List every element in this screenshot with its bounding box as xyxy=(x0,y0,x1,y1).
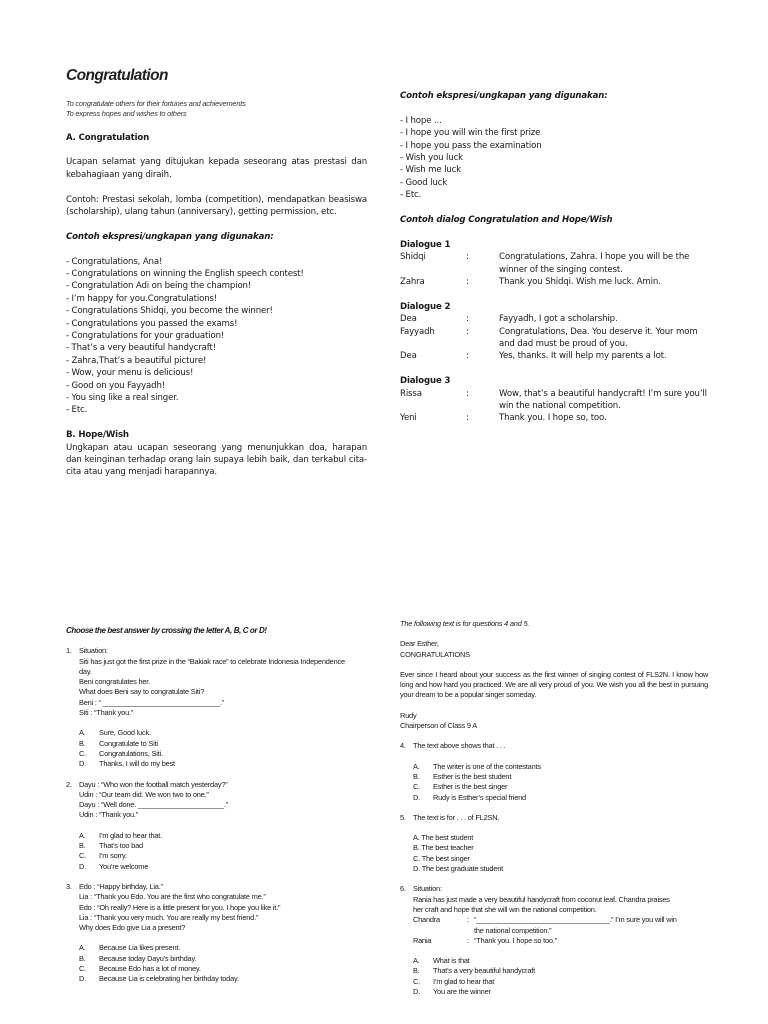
dialogue-line xyxy=(400,326,710,351)
dialogue-title: Dialogue 2 xyxy=(400,301,451,312)
letter-block xyxy=(400,639,708,731)
letter-sign-title: Chairperson of Class 9 A xyxy=(400,721,477,731)
option-text: I’m glad to hear that. xyxy=(99,830,162,840)
expression-heading: Contoh ekspresi/ungkapan yang digunakan: xyxy=(66,231,274,242)
list-item: - Congratulation Adi on being the champion! xyxy=(66,281,252,292)
option-text: What is that xyxy=(433,956,470,966)
dialogue-line xyxy=(400,388,710,413)
page2-right-column xyxy=(400,619,708,997)
dialogue-block xyxy=(400,239,710,289)
dialogue-title: Dialogue 1 xyxy=(400,239,451,250)
dialogue-line xyxy=(400,412,710,424)
answer-option[interactable] xyxy=(79,831,378,841)
question-line: Edo : “Oh really? Here is a little present for you. I hope you like it.” xyxy=(79,902,281,912)
answer-option[interactable] xyxy=(413,782,708,792)
question-line: her craft and hope that she will win the national competition. xyxy=(413,904,597,914)
dialogue-text: Thank you. I hope so, too. xyxy=(499,413,607,424)
answer-option[interactable] xyxy=(413,762,708,772)
answer-option[interactable] xyxy=(79,954,378,964)
list-item: - Congratulations on winning the English speech contest! xyxy=(66,269,304,279)
colon: : xyxy=(466,388,469,399)
speaker-name: Shidqi xyxy=(400,252,426,263)
option-text: The writer is one of the contestants xyxy=(433,761,541,771)
question-6 xyxy=(400,884,708,997)
colon: : xyxy=(466,351,469,362)
answer-option[interactable] xyxy=(79,739,378,749)
option-letter: B. xyxy=(79,953,86,963)
list-item: - Wish you luck xyxy=(400,153,463,164)
question-number: 6. xyxy=(400,884,406,894)
answer-option[interactable] xyxy=(79,974,378,984)
list-item: - Etc. xyxy=(400,190,422,201)
list-item: - Congratulations for your graduation! xyxy=(66,331,225,342)
expression-list xyxy=(66,256,367,417)
question-line: Udin : “Our team did. We won two to one.” xyxy=(79,789,209,799)
option-text: Thanks, I will do my best xyxy=(99,759,175,769)
option-letter: A. xyxy=(79,728,86,738)
question-1 xyxy=(66,646,378,769)
option-letter: A. xyxy=(413,956,420,966)
dialogue-text: the national competition.” xyxy=(474,925,552,935)
option-letter: D. xyxy=(79,759,86,769)
option-text: That’s a very beautiful handycraft xyxy=(433,966,535,976)
list-item: - I’m happy for you.Congratulations! xyxy=(66,293,218,304)
option-letter: B. xyxy=(79,841,86,851)
dialogue-line xyxy=(413,915,708,925)
dialogue-block xyxy=(400,375,710,425)
dialogue-line xyxy=(400,313,710,325)
option-text: That’s too bad xyxy=(99,841,143,851)
option-text: Esther is the best student xyxy=(433,771,512,781)
option-letter: A. xyxy=(79,943,86,953)
list-item: - Congratulations, Ana! xyxy=(66,256,163,267)
list-item: - Congratulations you passed the exams! xyxy=(66,318,238,329)
list-item: - I hope you will win the first prize xyxy=(400,128,541,139)
answer-option[interactable] xyxy=(413,793,708,803)
colon: : xyxy=(466,326,469,337)
dialogue-text: Wow, that’s a beautiful handycraft! I’m sure you’ll win the national competition. xyxy=(499,388,707,412)
colon: : xyxy=(466,277,469,288)
section-a-heading: A. Congratulation xyxy=(66,132,150,143)
list-item: - That’s a very beautiful handycraft! xyxy=(66,343,216,354)
section-b-paragraph: Ungkapan atau ucapan seseorang yang menunjukkan doa, harapan dan keinginan terhadap orang lain supaya lebih baik, dan terkabul cita-cita atau yang menjadi harapannya. xyxy=(66,442,367,478)
dialogue-text: “__________________________________.” I’m sure you will win xyxy=(474,915,677,925)
option-letter: C. xyxy=(79,851,86,861)
intro-note: The following text is for questions 4 and 5. xyxy=(400,619,530,628)
question-line: Beni : “ ______________________________.” xyxy=(79,697,225,707)
option-letter: D. xyxy=(79,974,86,984)
question-number: 4. xyxy=(400,741,406,751)
question-line: Siti : “Thank you.” xyxy=(79,708,134,718)
list-item: - Zahra,That’s a beautiful picture! xyxy=(66,355,207,366)
option-letter: D. xyxy=(413,792,420,802)
option-letter: A. xyxy=(79,830,86,840)
dialogue-line xyxy=(400,251,710,276)
page1-left-column xyxy=(66,66,367,479)
list-item: - I hope ... xyxy=(400,115,442,126)
option-letter: C. xyxy=(79,748,86,758)
expression-heading: Contoh ekspresi/ungkapan yang digunakan: xyxy=(400,91,608,101)
dialogue-text: Fayyadh, I got a scholarship. xyxy=(499,314,618,325)
option-letter: A. xyxy=(413,761,420,771)
question-line: Lia : “Thank you Edo. You are the first who congratulate me.” xyxy=(79,892,266,902)
option-text: Esther is the best singer xyxy=(433,782,508,792)
question-line: What does Beni say to congratulate Siti? xyxy=(79,687,205,697)
letter-sign-name: Rudy xyxy=(400,710,417,720)
option-text: You are the winner xyxy=(433,987,491,997)
answer-option[interactable]: D. The best graduate student xyxy=(413,864,503,874)
dialogue-text: Thank you Shidqi. Wish me luck. Amin. xyxy=(499,277,661,288)
expression-list xyxy=(400,115,710,202)
answer-option[interactable] xyxy=(413,987,708,997)
question-line: Why does Edo give Lia a present? xyxy=(79,923,186,933)
option-letter: B. xyxy=(413,966,420,976)
list-item: - Etc. xyxy=(66,405,88,416)
dialogue-text: “Thank you. I hope so too.” xyxy=(474,935,557,945)
answer-option[interactable] xyxy=(79,943,378,953)
question-number: 3. xyxy=(66,881,72,891)
section-a-paragraph: Contoh: Prestasi sekolah, lomba (competition), mendapatkan beasiswa (scholarship), ulang tahun (anniversary), getting permission, etc. xyxy=(66,194,367,217)
answer-option[interactable]: A. The best student xyxy=(413,833,474,843)
dialogue-text: Congratulations, Dea. You deserve it. Your mom and dad must be proud of you. xyxy=(499,326,698,350)
question-line: The text is for . . . of FL2SN. xyxy=(413,812,500,822)
speaker-name: Chandra xyxy=(413,915,440,925)
answer-option[interactable] xyxy=(413,977,708,987)
colon: : xyxy=(467,915,469,925)
speaker-name: Zahra xyxy=(400,277,425,288)
list-item: - Good luck xyxy=(400,177,448,188)
question-line: Beni congratulates her. xyxy=(79,677,150,687)
subtitle-line: To express hopes and wishes to others xyxy=(66,109,187,119)
option-text: Because Lia likes present. xyxy=(99,943,181,953)
question-line: day. xyxy=(79,666,92,676)
option-text: I’m sorry. xyxy=(99,851,127,861)
option-letter: B. xyxy=(79,738,86,748)
option-letter: D. xyxy=(413,987,420,997)
section-b-heading: B. Hope/Wish xyxy=(66,430,129,441)
dialogue-block xyxy=(400,301,710,363)
answer-option[interactable] xyxy=(413,956,708,966)
option-letter: D. xyxy=(79,861,86,871)
answer-option[interactable] xyxy=(413,772,708,782)
dialogue-line xyxy=(400,276,710,288)
speaker-name: Yeni xyxy=(400,413,417,424)
page1-right-column xyxy=(400,90,710,425)
list-item: - Congratulations Shidqi, you become the winner! xyxy=(66,306,273,317)
answer-option[interactable]: C. The best singer xyxy=(413,853,470,863)
option-text: Because Lia is celebrating her birthday today. xyxy=(99,974,239,984)
question-4 xyxy=(400,741,708,802)
speaker-name: Rania xyxy=(413,935,432,945)
question-line: Situation: xyxy=(79,646,108,656)
question-line: Lia : “Thank you very much. You are really my best friend.” xyxy=(79,912,259,922)
dialogue-line xyxy=(400,350,710,362)
letter-greeting: Dear Esther, xyxy=(400,639,439,649)
option-text: You’re welcome xyxy=(99,861,149,871)
page-title: Congratulation xyxy=(66,67,168,84)
option-text: Because today Dayu’s birthday. xyxy=(99,953,197,963)
question-2 xyxy=(66,780,378,872)
option-letter: B. xyxy=(413,771,420,781)
answer-option[interactable]: B. The best teacher xyxy=(413,843,474,853)
instruction: Choose the best answer by crossing the letter A, B, C or D! xyxy=(66,626,267,635)
option-text: I’m glad to hear that xyxy=(433,976,495,986)
answer-option[interactable] xyxy=(79,759,378,769)
letter-body: Ever since I heard about your success as the first winner of singing contest of FLS2N. I know how long and how hard you practiced. We are all very proud of you. We wish you all the best in pursuing your dream to be a popular singer someday. xyxy=(400,669,708,700)
subtitle-line: To congratulate others for their fortunes and achievements xyxy=(66,99,246,108)
option-text: Congratulations, Siti. xyxy=(99,748,163,758)
list-item: - You sing like a real singer. xyxy=(66,393,179,404)
section-a-paragraph: Ucapan selamat yang ditujukan kepada seseorang atas prestasi dan kebahagiaan yang diraih. xyxy=(66,157,367,180)
speaker-name: Dea xyxy=(400,314,417,325)
question-line: Dayu : “Well done. ______________________.” xyxy=(79,800,229,810)
option-letter: C. xyxy=(413,782,420,792)
speaker-name: Dea xyxy=(400,351,417,362)
answer-option[interactable] xyxy=(79,749,378,759)
dialog-heading: Contoh dialog Congratulation and Hope/Wish xyxy=(400,215,613,226)
colon: : xyxy=(466,413,469,424)
question-number: 1. xyxy=(66,646,72,656)
answer-option[interactable] xyxy=(79,851,378,861)
question-3 xyxy=(66,882,378,985)
option-text: Rudy is Esther’s special friend xyxy=(433,792,526,802)
question-line: Udin : “Thank you.” xyxy=(79,810,139,820)
option-text: Congratulate to Siti xyxy=(99,738,158,748)
question-line: Edo : “Happy birthday, Lia.” xyxy=(79,881,163,891)
question-line: Dayu : “Who won the football match yesterday?” xyxy=(79,779,228,789)
answer-option[interactable] xyxy=(79,728,378,738)
list-item: - I hope you pass the examination xyxy=(400,140,542,151)
speaker-name: Rissa xyxy=(400,388,422,399)
question-number: 5. xyxy=(400,812,406,822)
answer-option[interactable] xyxy=(79,862,378,872)
question-5 xyxy=(400,813,708,874)
page2-left-column xyxy=(66,626,378,985)
dialogue-text: Congratulations, Zahra. I hope you will be the winner of the singing contest. xyxy=(499,252,690,275)
dialogue-title: Dialogue 3 xyxy=(400,376,451,387)
answer-option[interactable] xyxy=(79,964,378,974)
dialogue-text: Yes, thanks. It will help my parents a lot. xyxy=(499,351,667,362)
list-item: - Good on you Fayyadh! xyxy=(66,380,166,391)
option-letter: C. xyxy=(79,964,86,974)
question-line: Situation: xyxy=(413,884,442,894)
colon: : xyxy=(466,314,469,325)
question-line: The text above shows that . . . xyxy=(413,741,506,751)
colon: : xyxy=(467,935,469,945)
answer-option[interactable] xyxy=(413,966,708,976)
dialogue-line xyxy=(413,936,708,946)
speaker-name: Fayyadh xyxy=(400,326,435,337)
question-line: Rania has just made a very beautiful handycraft from coconut leaf. Chandra praises xyxy=(413,894,670,904)
colon: : xyxy=(466,252,469,263)
question-line: Siti has just got the first prize in the “Bakiak race” to celebrate Indonesia Independence xyxy=(79,656,345,666)
list-item: - Wish me luck xyxy=(400,165,462,176)
question-number: 2. xyxy=(66,779,72,789)
option-text: Sure, Good luck. xyxy=(99,728,151,738)
letter-heading: CONGRATULATIONS xyxy=(400,649,470,659)
option-text: Because Edo has a lot of money. xyxy=(99,964,201,974)
option-letter: C. xyxy=(413,976,420,986)
list-item: - Wow, your menu is delicious! xyxy=(66,368,194,379)
answer-option[interactable] xyxy=(79,841,378,851)
